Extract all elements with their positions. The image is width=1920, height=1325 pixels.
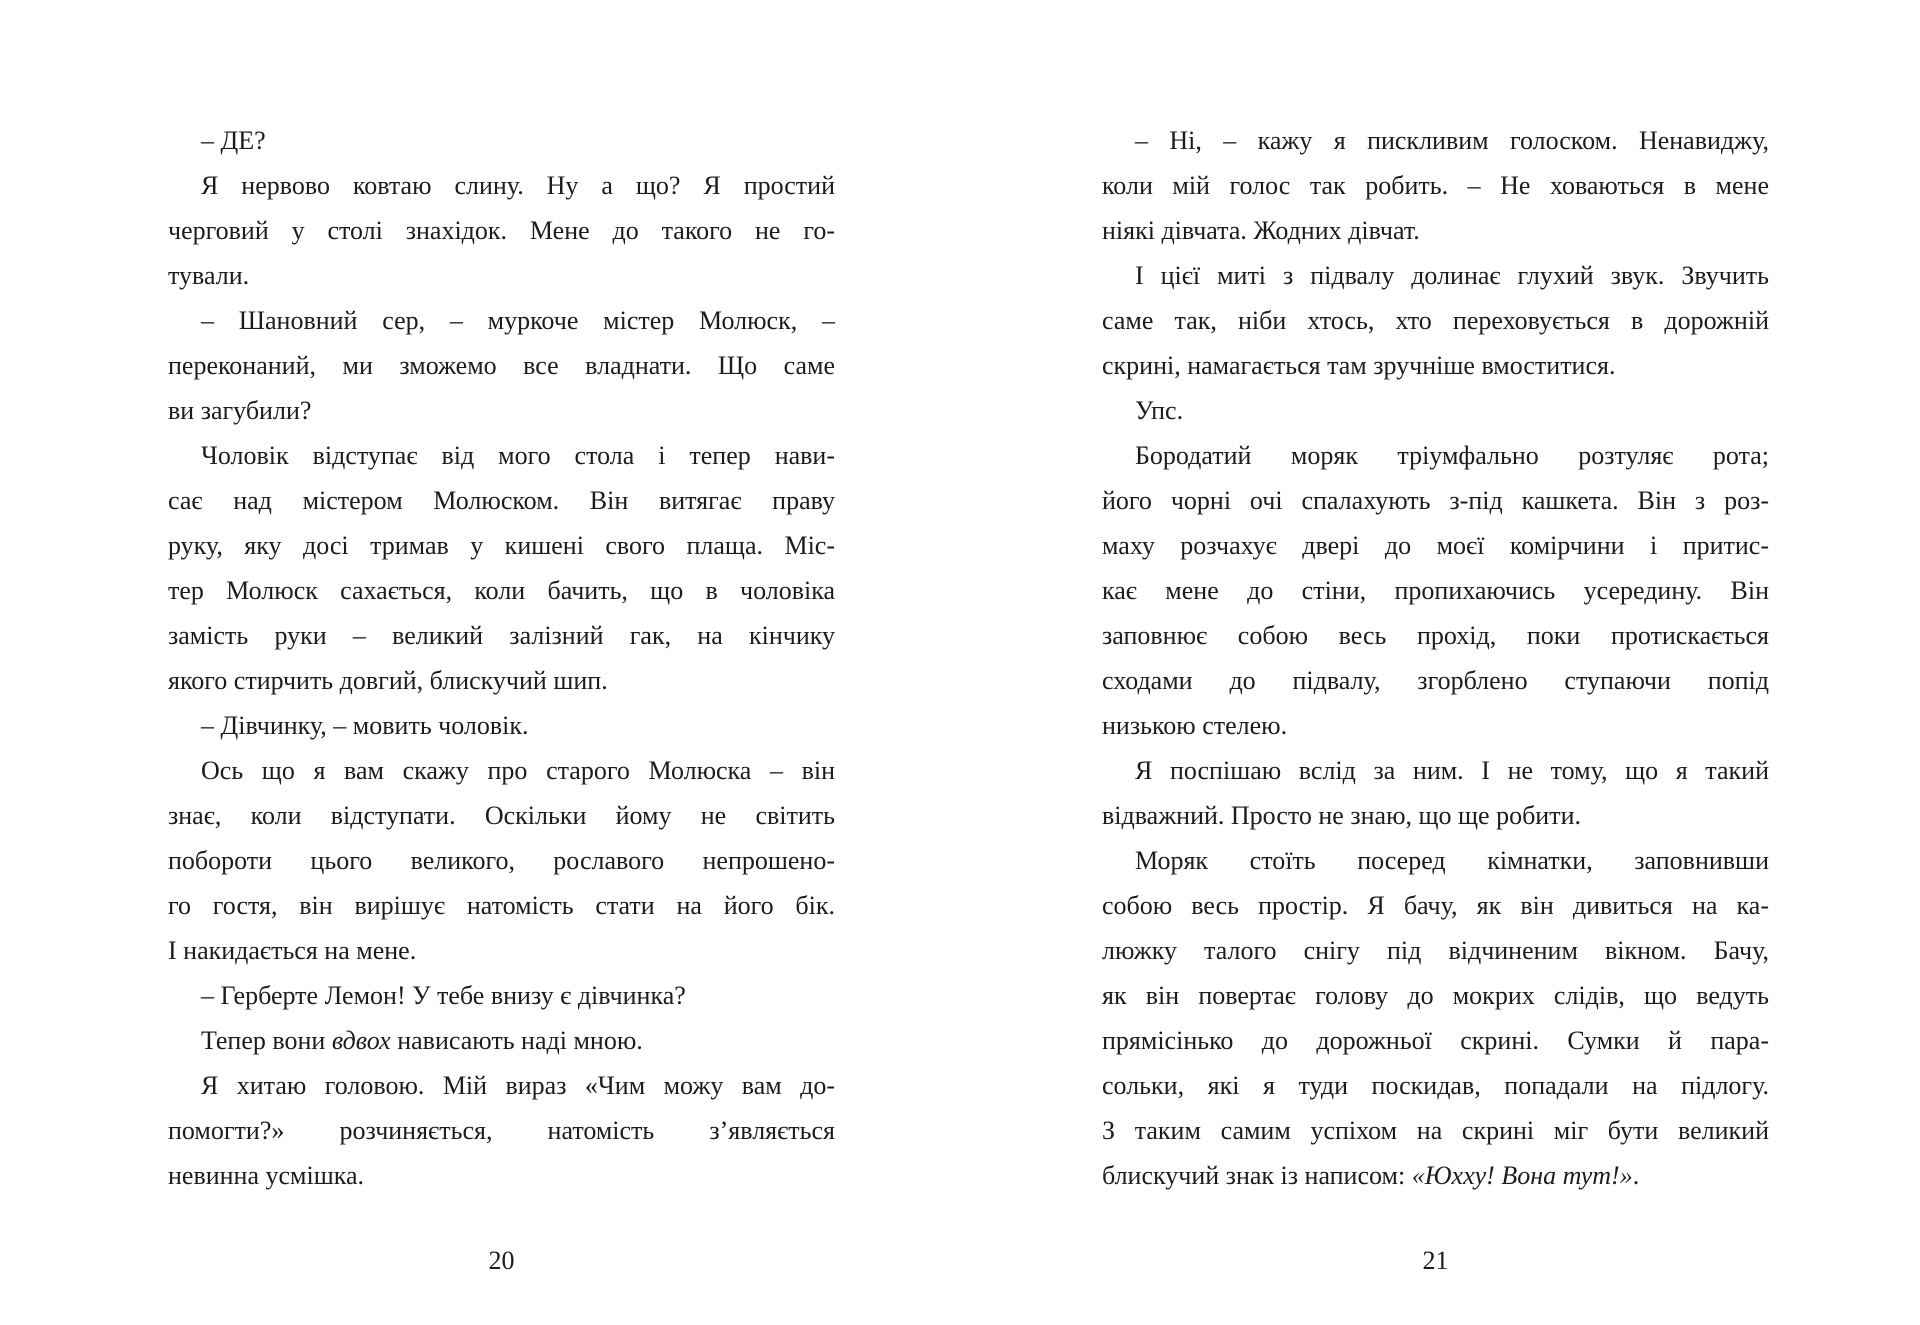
paragraph-line: Я нервово ковтаю слину. Ну а що? Я простий (201, 171, 835, 200)
paragraph-line: Бородатий моряк тріумфально розтуляє рота; (1135, 441, 1769, 470)
paragraph-line: – Ні, – кажу я пискливим голоском. Ненавиджу, (1135, 126, 1769, 155)
text-segment: Тепер вони (201, 1026, 326, 1055)
text-segment: блискучий знак із написом: (1102, 1161, 1406, 1190)
paragraph-line: побороти цього великого, рославого непрошено- (168, 846, 835, 875)
emphasis-word: вдвох (331, 1026, 391, 1055)
paragraph-line: скрині, намагається там зручніше вмоститися. (1102, 351, 1616, 380)
paragraph-line: тер Молюск сахається, коли бачить, що в чоловіка (168, 576, 835, 605)
paragraph-line: якого стирчить довгий, блискучий шип. (168, 666, 608, 695)
paragraph-line: відважний. Просто не знаю, що ще робити. (1102, 801, 1581, 830)
paragraph-line: – Дівчинку, – мовить чоловік. (201, 711, 529, 740)
paragraph-line: – ДЕ? (201, 126, 266, 155)
paragraph-line: тували. (168, 261, 250, 290)
paragraph-line: сходами до підвалу, згорблено ступаючи попід (1102, 666, 1769, 695)
paragraph-line: коли мій голос так робить. – Не ховаються в мене (1102, 171, 1769, 200)
paragraph-line: собою весь простір. Я бачу, як він дивиться на ка- (1102, 891, 1769, 920)
page-number-left: 20 (488, 1246, 515, 1275)
paragraph-line: маху розчахує двері до моєї комірчини і притис- (1102, 531, 1769, 560)
paragraph-line: помогти?» розчиняється, натомість з’являється (168, 1116, 835, 1145)
paragraph-line: руку, яку досі тримав у кишені свого плаща. Міс- (168, 531, 835, 560)
left-page-text (168, 118, 835, 1190)
paragraph-line: ви загубили? (168, 396, 312, 425)
paragraph-line: Моряк стоїть посеред кімнатки, заповнивши (1135, 846, 1769, 875)
paragraph-line: знає, коли відступати. Оскільки йому не світить (168, 801, 835, 830)
right-page (1102, 118, 1769, 1275)
paragraph-line: ніякі дівчата. Жодних дівчат. (1102, 216, 1420, 245)
paragraph-line: його чорні очі спалахують з-під кашкета. Він з роз- (1102, 486, 1769, 515)
paragraph-line: І накидається на мене. (168, 936, 417, 965)
paragraph-line: І цієї миті з підвалу долинає глухий звук. Звучить (1135, 261, 1769, 290)
paragraph-line: замість руки – великий залізний гак, на кінчику (168, 621, 835, 650)
paragraph-line: заповнює собою весь прохід, поки протискається (1102, 621, 1769, 650)
page-number-right: 21 (1422, 1246, 1449, 1275)
paragraph-line: Упс. (1135, 396, 1184, 425)
paragraph-line-with-emphasis (168, 1018, 835, 1063)
paragraph-line: З таким самим успіхом на скрині міг бути великий (1102, 1116, 1769, 1145)
paragraph-line: прямісінько до дорожньої скрині. Сумки й пара- (1102, 1026, 1769, 1055)
paragraph-line: переконаний, ми зможемо все владнати. Що саме (168, 351, 835, 380)
paragraph-line: невинна усмішка. (168, 1161, 365, 1190)
paragraph-line: Я поспішаю вслід за ним. І не тому, що я такий (1135, 756, 1769, 785)
paragraph-line: черговий у столі знахідок. Мене до такого не го- (168, 216, 835, 245)
paragraph-line: Я хитаю головою. Мій вираз «Чим можу вам до- (201, 1071, 835, 1100)
text-segment: нависають наді мною. (397, 1026, 643, 1055)
paragraph-line: сольки, які я туди поскидав, попадали на підлогу. (1102, 1071, 1769, 1100)
paragraph-line: низькою стелею. (1102, 711, 1288, 740)
paragraph-line: го гостя, він вирішує натомість стати на його бік. (168, 891, 835, 920)
paragraph-line: сає над містером Молюском. Він витягає праву (168, 486, 835, 515)
paragraph-line: Чоловік відступає від мого стола і тепер нави- (201, 441, 835, 470)
paragraph-line: саме так, ніби хтось, хто переховується в дорожній (1102, 306, 1769, 335)
paragraph-line: люжку талого снігу під відчиненим вікном. Бачу, (1102, 936, 1769, 965)
paragraph-line: – Герберте Лемон! У тебе внизу є дівчинка? (201, 981, 686, 1010)
paragraph-line: Ось що я вам скажу про старого Молюска – він (201, 756, 835, 785)
paragraph-line: кає мене до стіни, пропихаючись усередину. Він (1102, 576, 1769, 605)
text-segment: . (1632, 1161, 1640, 1190)
emphasis-sign-text: «Юххy! Вона тут!» (1411, 1161, 1633, 1190)
paragraph-line: як він повертає голову до мокрих слідів, що ведуть (1102, 981, 1769, 1010)
paragraph-line: – Шановний сер, – муркоче містер Молюск, – (201, 306, 835, 335)
right-page-text (1102, 118, 1769, 1190)
paragraph-line-with-emphasis (1102, 1153, 1769, 1198)
left-page (168, 118, 835, 1275)
